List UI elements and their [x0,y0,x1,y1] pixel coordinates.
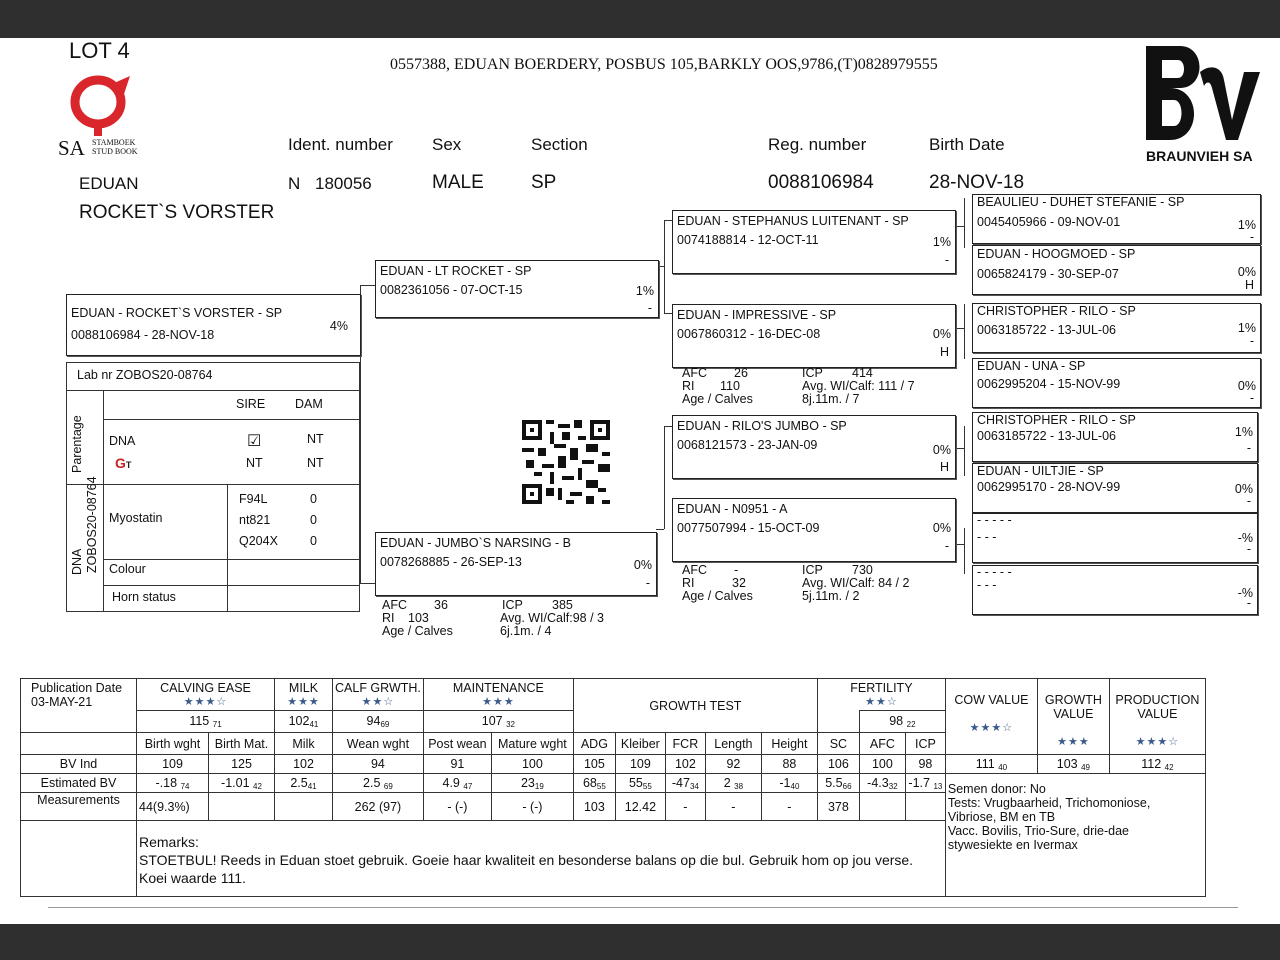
calving-stars-icon: ★★★☆ [183,696,228,708]
pedigree-dam[interactable]: EDUAN - JUMBO`S NARSING - B 0078268885 - 26-SEP-13 0% - [375,532,657,596]
animal-name: ROCKET`S VORSTER [79,202,275,223]
publication-date: 03-MAY-21 [31,695,93,709]
pedigree-sire-dam[interactable]: EDUAN - IMPRESSIVE - SP 0067860312 - 16-DEC-08 0% H [672,304,956,368]
reg-value: 0088106984 [768,172,874,193]
braunvieh-logo: BRAUNVIEH SA [1140,44,1270,164]
birth-value: 28-NOV-18 [929,172,1025,193]
gt-icon: GT [115,455,132,471]
semen-donor: Semen donor: No [947,782,1046,796]
bv-logo-icon [1140,44,1262,142]
pedigree-ggp-8[interactable]: - - - - - - - - -% - [972,565,1258,615]
parentage-label: Parentage [70,415,84,473]
viewer-top-bar [0,0,1280,38]
pedigree-certificate [0,38,1280,924]
sex-value: MALE [432,172,484,193]
measurements-row: Measurements 44(9.3%) 262 (97) - (-) - (-) 103 12.42 - - - 378 [21,793,1206,821]
breeder-line: 0557388, EDUAN BOERDERY, POSBUS 105,BARKLY OOS,9786,(T)0828979555 [390,56,938,73]
studbook-emblem-icon [58,74,154,136]
label-sex: Sex [432,135,462,154]
dna-code-vertical: ZOBOS20-08764 [85,476,99,573]
lab-number: Lab nr ZOBOS20-08764 [77,368,213,382]
dna-vertical-label: DNA [70,548,84,575]
dna-sire-checkbox[interactable]: ☑ [247,433,262,450]
section-value: SP [531,172,557,193]
remarks: Remarks: STOETBUL! Reeds in Eduan stoet gebruik. Goeie haar kwaliteit en besonderse balans op die bul. Gebruik hom op jou verse. Koei waarde 111. [137,821,946,897]
pedigree-sire[interactable]: EDUAN - LT ROCKET - SP 0082361056 - 07-OCT-15 1% - [375,260,659,318]
maint-stars-icon: ★★★ [482,696,515,708]
prod-value-stars-icon: ★★★☆ [1135,736,1180,748]
dam-stats: AFC 36 ICP 385 RI 103 Avg. WI/Calf:98 / 3 Age / Calves 6j.1m. / 4 [382,598,604,638]
pedigree-ggp-3[interactable]: CHRISTOPHER - RILO - SP 0063185722 - 13-JUL-06 1% - [972,303,1261,353]
bv-index-row: BV Ind 109 125 102 94 91 100 105 109 102 92 88 106 100 98 111 $_{40}$ 103 $_{49}$ 112 $_{42}$ [21,755,1206,774]
estimated-bv-row: Estimated BV -.18 $_{74}$ -1.01 $_{42}$ $2.5_{41}$ 2.5 $_{69}$ 4.9 $_{47}$ $23_{19}$ $68_{55}$ $55_{55}$ $-47_{34}$ 2 $_{38}$ $-1_{40}$ $5.5_{66}$ $-4.3_{32}$ -1.7 $_{13}$ Semen donor: No Tests: Vrugbaarheid, Trichomoniose, Vibriose, BM en TB Vacc. Bovilis, Trio-Sure, drie-dae stywesiekte en Ivermax [21,774,1206,793]
ident-prefix: N [288,174,301,193]
sire-dam-stats: AFC 26 ICP 414 RI 110 Avg. WI/Calf: 111 / 7 Age / Calves 8j.11m. / 7 [682,366,915,406]
cow-value-stars-icon: ★★★☆ [969,722,1014,734]
pedigree-sire-sire[interactable]: EDUAN - STEPHANUS LUITENANT - SP 0074188814 - 12-OCT-11 1% - [672,210,956,274]
qr-code-icon [522,420,610,504]
vaccinations: Vacc. Bovilis, Trio-Sure, drie-dae [947,824,1129,838]
pedigree-subject[interactable]: EDUAN - ROCKET`S VORSTER - SP 0088106984 - 28-NOV-18 4% [66,294,361,356]
dam-dam-stats: AFC - ICP 730 RI 32 Avg. WI/Calf: 84 / 2 Age / Calves 5j.11m. / 2 [682,563,910,603]
pedigree-ggp-5[interactable]: CHRISTOPHER - RILO - SP 0063185722 - 13-JUL-06 1% - [972,412,1258,462]
myostatin-markers: F94L 0 nt821 0 Q204X 0 [239,492,317,548]
growth-value-stars-icon: ★★★ [1057,736,1090,748]
calf-stars-icon: ★★☆ [361,696,395,708]
label-birth: Birth Date [929,135,1005,154]
sa-studbook-logo: SA STAMBOEK STUD BOOK [58,74,154,160]
breeding-values-table: Publication Date 03-MAY-21 CALVING EASE ★★★☆ MILK ★★★ CALF GRWTH. ★★☆ MAINTENANCE ★★★ GROWTH TEST FERTILITY ★★☆ COW VALUE ★★★☆ GROWTH VALUE ★★★ PRODUCTION VALUE ★★★☆ 115 $_{71}$ $102_{41}$ $94_{69}$ 107 $_{32}$ 98 $_{22}$ Birth wght Birth Mat. Milk Wean wght Post wean Mature wght ADG Kleiber FCR Length Height SC AFC ICP BV Ind 109 125 102 94 91 100 105 109 102 92 88 106 100 98 111 $_{40}$ 103 $_{49}$ 112 $_{42}$ Estimated BV -.18 $_{74}$ -1.01 $_{42}$ $2.5_{41}$ 2.5 $_{69}$ 4.9 $_{47}$ $23_{19}$ $68_{55}$ $55_{55}$ $-47_{34}$ 2 $_{38}$ $-1_{40}$ $5.5_{66}$ $-4.3_{32}$ -1.7 $_{13}$ Semen donor: No Tests: Vrugbaarheid, Trichomoniose, Vibriose, BM en TB Vacc. Bovilis, Trio-Sure, drie-dae stywesiekte en Ivermax Measurements 44(9.3%) 262 (97) - (-) - (-) 103 12.42 - - - 378 Remarks: STOETBUL! Reeds in Eduan stoet gebruik. Goeie haar kwaliteit en besonderse balans op die bul. Gebruik hom op jou verse. Koei waarde 111. [20,678,1206,897]
pedigree-ggp-6[interactable]: EDUAN - UILTJIE - SP 0062995170 - 28-NOV-99 0% - [972,463,1258,513]
pedigree-ggp-4[interactable]: EDUAN - UNA - SP 0062995204 - 15-NOV-99 0% - [972,358,1261,408]
viewer-bottom-bar [0,924,1280,960]
pedigree-ggp-2[interactable]: EDUAN - HOOGMOED - SP 0065824179 - 30-SEP-07 0% H [972,245,1261,295]
animal-prefix: EDUAN [79,174,139,193]
fertility-stars-icon: ★★☆ [865,696,898,708]
pedigree-ggp-1[interactable]: BEAULIEU - DUHET STEFANIE - SP 0045405966 - 09-NOV-01 1% - [972,194,1261,244]
tests: Tests: Vrugbaarheid, Trichomoniose, [947,796,1151,810]
lab-results-panel: Lab nr ZOBOS20-08764 Parentage DNA ZOBOS20-08764 SIRE DAM DNA ☑ NT GT NT NT Myostatin F94L 0 nt821 0 Q204X 0 Colour Horn status [66,362,360,612]
ident-number: 180056 [315,174,372,193]
lot-number: LOT 4 [69,38,130,63]
publication-date-label: Publication Date [31,681,123,695]
label-ident: Ident. number [288,135,393,154]
label-reg: Reg. number [768,135,867,154]
qr-code[interactable] [522,420,610,509]
pedigree-dam-dam[interactable]: EDUAN - N0951 - A 0077507994 - 15-OCT-09 0% - [672,498,956,562]
label-section: Section [531,135,588,154]
pedigree-ggp-7[interactable]: - - - - - - - - -% - [972,513,1258,563]
pedigree-dam-sire[interactable]: EDUAN - RILO'S JUMBO - SP 0068121573 - 23-JAN-09 0% H [672,415,956,479]
milk-stars-icon: ★★★ [287,696,320,708]
